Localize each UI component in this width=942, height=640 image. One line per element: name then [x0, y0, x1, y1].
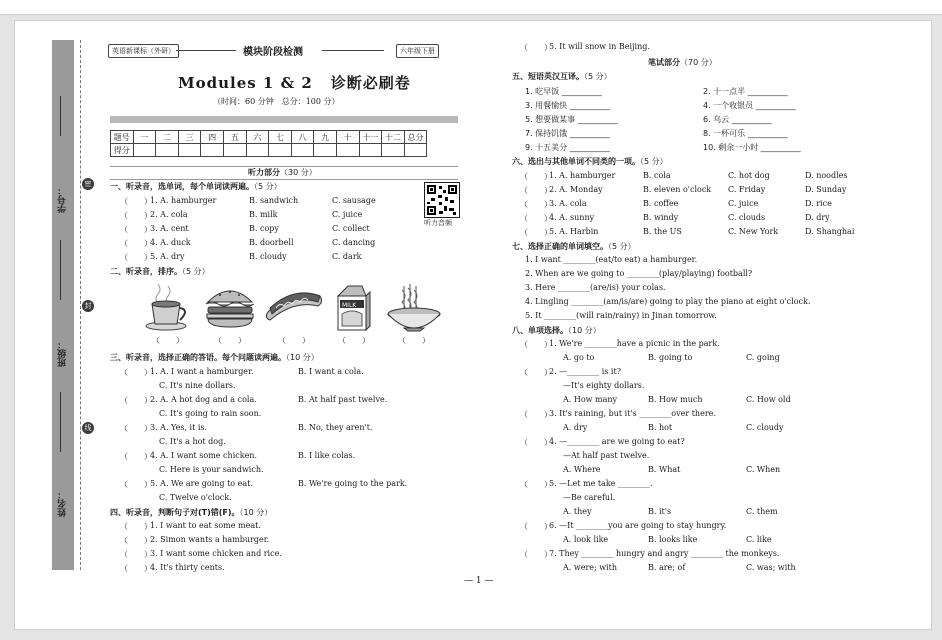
score-head: 四: [201, 131, 224, 144]
s1-option-a: 2. A. cola: [150, 210, 188, 219]
s8-question: 6. —It ________you are going to stay hungry.: [549, 521, 727, 530]
score-cell[interactable]: [223, 144, 246, 157]
s1-bracket[interactable]: （ ）: [120, 225, 152, 234]
score-head: 二: [156, 131, 179, 144]
s6-option-b: B. eleven o'clock: [643, 185, 712, 194]
s4-bracket[interactable]: （ ）: [120, 550, 152, 559]
s5-item: 10. 剩余一小时 __________: [703, 143, 801, 152]
s6-option-d: D. dry: [805, 213, 830, 222]
score-cell[interactable]: [269, 144, 292, 157]
qr-icon: [425, 183, 459, 217]
s8-option-c: C. How old: [746, 395, 791, 404]
s1-option-b: B. copy: [249, 224, 279, 233]
s1-bracket[interactable]: （ ）: [120, 197, 152, 206]
s3-option-c: C. It's nine dollars.: [159, 381, 236, 390]
section-2-title: [110, 266, 210, 277]
s8-option-b: B. hot: [648, 423, 673, 432]
score-head: 六: [246, 131, 269, 144]
s3-bracket[interactable]: （ ）: [120, 368, 152, 377]
s3-option-c: C. It's going to rain soon.: [159, 409, 262, 418]
banner-title: 模块阶段检测: [243, 47, 303, 58]
s8-option-a: A. go to: [563, 353, 595, 362]
s6-option-a: 2. A. Monday: [549, 185, 603, 194]
title-cn: 诊断必刷卷: [330, 74, 411, 92]
s7-item: 4. Lingling ________(am/is/are) going to play the piano at eight o'clock.: [525, 297, 811, 306]
s3-title: 三、听录音，选择正确的答语。每个问题读两遍。: [110, 353, 286, 362]
listening-title-text: 听力部分: [248, 168, 280, 177]
score-head: 三: [178, 131, 201, 144]
s8-option-b: B. How much: [648, 395, 703, 404]
s8-question: 5. —Let me take ________.: [549, 479, 653, 488]
binding-strip: [52, 40, 74, 570]
milk-carton-icon: [332, 282, 372, 332]
s6-option-c: C. New York: [728, 227, 779, 236]
s7-points: （5 分）: [608, 242, 636, 251]
s8-question: 7. They ________ hungry and angry ________ the monkeys.: [549, 549, 780, 558]
s8-option-c: C. cloudy: [746, 423, 784, 432]
s6-option-c: C. clouds: [728, 213, 766, 222]
s8-option-b: B. What: [648, 465, 681, 474]
s6-option-b: B. the US: [643, 227, 682, 236]
s3-bracket[interactable]: （ ）: [120, 480, 152, 489]
section-8-title: [512, 325, 601, 336]
s7-item: 3. Here ________(are/is) your colas.: [525, 283, 666, 292]
score-cell[interactable]: [246, 144, 269, 157]
s8-option-a: A. they: [563, 507, 592, 516]
s6-title: 六、选出与其他单词不同类的一项。: [512, 157, 640, 166]
s8-option-a: A. Where: [563, 465, 601, 474]
s3-option-b: B. No, they aren't.: [298, 423, 373, 432]
score-head: 七: [269, 131, 292, 144]
s5-item: 8. 一杯可乐 __________: [703, 129, 788, 138]
qr-code[interactable]: [424, 182, 460, 218]
title-main: Modules 1 & 2: [178, 74, 313, 92]
banner-rule-left: [176, 50, 236, 51]
score-cell[interactable]: [314, 144, 337, 157]
hamburger-icon: [204, 282, 256, 332]
s8-option-b: B. it's: [648, 507, 672, 516]
coffee-cup-icon: [144, 282, 192, 332]
s8-question: 1. We're ________have a picnic in the park.: [549, 339, 720, 348]
s6-option-d: D. Shanghai: [805, 227, 855, 236]
s5-item: 3. 用餐愉快 __________: [525, 101, 610, 110]
s1-option-b: B. doorbell: [249, 238, 294, 247]
page-number: — 1 —: [464, 576, 494, 586]
s1-option-a: 4. A. duck: [150, 238, 191, 247]
s3-option-b: B. We're going to the park.: [298, 479, 408, 488]
s1-option-c: C. dark: [332, 252, 362, 261]
banner-rule-right: [322, 50, 384, 51]
s7-title: 七、选择正确的单词填空。: [512, 242, 608, 251]
section-4-title: [110, 507, 272, 518]
s3-option-a: 2. A. A hot dog and a cola.: [150, 395, 257, 404]
s4-statement: 4. It's thirty cents.: [150, 563, 225, 572]
section-6-title: [512, 156, 668, 167]
score-head: 九: [314, 131, 337, 144]
s1-option-b: B. cloudy: [249, 252, 287, 261]
s8-question: 2. —________ is it?: [549, 367, 621, 376]
score-cell[interactable]: [133, 144, 156, 157]
score-head: 五: [223, 131, 246, 144]
s4-bracket[interactable]: （ ）: [520, 43, 552, 52]
score-head: 一: [133, 131, 156, 144]
s4-statement: 2. Simon wants a hamburger.: [150, 535, 270, 544]
s6-option-d: D. Sunday: [805, 185, 847, 194]
s3-option-c: C. Twelve o'clock.: [159, 493, 232, 502]
noodles-icon: [384, 282, 444, 332]
seal-line: [80, 40, 81, 570]
s3-bracket[interactable]: （ ）: [120, 424, 152, 433]
s6-bracket[interactable]: （ ）: [520, 186, 552, 195]
s6-option-a: 4. A. sunny: [549, 213, 595, 222]
seal-mark-mi: 密: [82, 178, 94, 190]
section-5-title: [512, 71, 612, 82]
s5-item: 2. 十一点半 __________: [703, 87, 788, 96]
s7-item: 1. I want ________(eat/to eat) a hamburger.: [525, 255, 698, 264]
s4-points: （10 分）: [239, 508, 273, 517]
s8-option-a: A. dry: [563, 423, 588, 432]
s8-option-c: C. like: [746, 535, 772, 544]
s1-points: （5 分）: [254, 182, 282, 191]
s3-bracket[interactable]: （ ）: [120, 452, 152, 461]
s1-option-a: 1. A. hamburger: [150, 196, 217, 205]
s8-question: 4. —________ are we going to eat?: [549, 437, 685, 446]
s8-option-c: C. When: [746, 465, 781, 474]
s5-item: 7. 保持饥饿 __________: [525, 129, 610, 138]
qr-label: 听力音频: [424, 219, 452, 227]
section-3-title: [110, 352, 319, 363]
s8-option-a: A. look like: [563, 535, 609, 544]
s2-points: （5 分）: [182, 267, 210, 276]
s6-option-a: 1. A. hamburger: [549, 171, 616, 180]
s2-bracket[interactable]: （ ）: [398, 336, 430, 345]
class-label: 班级：: [58, 340, 68, 367]
s8-bracket[interactable]: （ ）: [520, 550, 552, 559]
s8-option-c: C. them: [746, 507, 778, 516]
score-head: 八: [291, 131, 314, 144]
s8-title: 八、单项选择。: [512, 326, 568, 335]
s6-bracket[interactable]: （ ）: [520, 200, 552, 209]
s8-option-c: C. was; with: [746, 563, 796, 572]
s1-bracket[interactable]: （ ）: [120, 211, 152, 220]
s3-option-a: 4. A. I want some chicken.: [150, 451, 258, 460]
s5-item: 5. 想要做某事 __________: [525, 115, 618, 124]
s7-item: 2. When are we going to ________(play/playing) football?: [525, 269, 753, 278]
score-cell[interactable]: [291, 144, 314, 157]
s6-option-d: D. rice: [805, 199, 832, 208]
s6-option-a: 5. A. Harbin: [549, 227, 599, 236]
listening-points: （30 分）: [280, 168, 317, 177]
s2-title: 二、听录音，排序。: [110, 267, 182, 276]
s1-option-a: 3. A. cent: [150, 224, 189, 233]
grade-tag: 六年级下册: [396, 44, 439, 58]
s4-statement: 1. I want to eat some meat.: [150, 521, 261, 530]
exam-meta: （时间：60 分钟 总分：100 分）: [213, 97, 340, 106]
s8-option-c: C. going: [746, 353, 780, 362]
s8-bracket[interactable]: （ ）: [520, 522, 552, 531]
s5-item: 6. 乌云 __________: [703, 115, 772, 124]
score-cell[interactable]: [336, 144, 359, 157]
s2-bracket[interactable]: （ ）: [278, 336, 310, 345]
s3-option-c: C. Here is your sandwich.: [159, 465, 264, 474]
s4-bracket[interactable]: （ ）: [120, 522, 152, 531]
s8-bracket[interactable]: （ ）: [520, 410, 552, 419]
written-points: （70 分）: [680, 58, 717, 67]
s6-bracket[interactable]: （ ）: [520, 214, 552, 223]
s7-item: 5. It ________(will rain/rainy) in Jinan tomorrow.: [525, 311, 717, 320]
s4-statement: 3. I want some chicken and rice.: [150, 549, 282, 558]
s1-option-c: C. juice: [332, 210, 363, 219]
exam-title: [178, 72, 411, 93]
score-head: 总分: [404, 131, 427, 144]
s8-answer-line: —Be careful.: [563, 493, 616, 502]
s4-bracket[interactable]: （ ）: [120, 536, 152, 545]
s8-option-a: A. How many: [563, 395, 618, 404]
s8-bracket[interactable]: （ ）: [520, 368, 552, 377]
s6-bracket[interactable]: （ ）: [520, 172, 552, 181]
s5-item: 4. 一个收银员 __________: [703, 101, 796, 110]
score-cell[interactable]: [359, 144, 382, 157]
listening-title: [248, 167, 317, 178]
s3-option-a: 5. A. We are going to eat.: [150, 479, 253, 488]
s6-option-d: D. noodles: [805, 171, 848, 180]
written-title-text: 笔试部分: [648, 58, 680, 67]
score-head: 十二: [382, 131, 405, 144]
s8-answer-line: —At half past twelve.: [563, 451, 650, 460]
s3-option-a: 1. A. I want a hamburger.: [150, 367, 254, 376]
s8-bracket[interactable]: （ ）: [520, 438, 552, 447]
s8-bracket[interactable]: （ ）: [520, 480, 552, 489]
s2-bracket[interactable]: （ ）: [338, 336, 370, 345]
score-cell[interactable]: [382, 144, 405, 157]
s1-option-b: B. milk: [249, 210, 278, 219]
s3-option-c: C. It's a hot dog.: [159, 437, 226, 446]
class-write-line: [60, 240, 61, 300]
s3-option-b: B. I want a cola.: [298, 367, 364, 376]
written-title: [648, 57, 717, 68]
s2-bracket[interactable]: （ ）: [214, 336, 246, 345]
s8-option-a: A. were; with: [563, 563, 618, 572]
s8-bracket[interactable]: （ ）: [520, 340, 552, 349]
section-1-title: [110, 181, 282, 192]
s1-bracket[interactable]: （ ）: [120, 253, 152, 262]
s1-option-c: C. sausage: [332, 196, 376, 205]
s6-bracket[interactable]: （ ）: [520, 228, 552, 237]
s4-bracket[interactable]: （ ）: [120, 564, 152, 573]
s3-option-a: 3. A. Yes, it is.: [150, 423, 208, 432]
curriculum-tag: 英语新课标（外研）: [108, 44, 179, 58]
section-7-title: [512, 241, 636, 252]
score-head: 十一: [359, 131, 382, 144]
s5-title: 五、短语英汉互译。: [512, 72, 584, 81]
s3-option-b: B. At half past twelve.: [298, 395, 388, 404]
s1-option-c: C. dancing: [332, 238, 376, 247]
id-write-line: [60, 96, 61, 136]
score-cell[interactable]: [156, 144, 179, 157]
s8-option-b: B. looks like: [648, 535, 698, 544]
s6-option-b: B. cola: [643, 171, 671, 180]
seal-mark-xian: 线: [82, 422, 94, 434]
s8-answer-line: —It's eighty dollars.: [563, 381, 645, 390]
student-id-label: 学号：: [58, 186, 68, 213]
s1-option-b: B. sandwich: [249, 196, 299, 205]
name-write-line: [60, 392, 61, 452]
s5-item: 9. 十五美分 __________: [525, 143, 610, 152]
s1-option-a: 5. A. dry: [150, 252, 185, 261]
s1-bracket[interactable]: （ ）: [120, 239, 152, 248]
s6-option-b: B. coffee: [643, 199, 679, 208]
s6-option-c: C. hot dog: [728, 171, 770, 180]
s6-option-a: 3. A. cola: [549, 199, 587, 208]
score-table: [110, 130, 427, 157]
s6-points: （5 分）: [640, 157, 668, 166]
score-cell[interactable]: [178, 144, 201, 157]
s2-bracket[interactable]: （ ）: [152, 336, 184, 345]
score-cell[interactable]: [404, 144, 427, 157]
s8-points: （10 分）: [568, 326, 601, 335]
s1-title: 一、听录音，选单词，每个单词读两遍。: [110, 182, 254, 191]
s3-bracket[interactable]: （ ）: [120, 396, 152, 405]
score-label: 得分: [111, 144, 134, 157]
divider-bar: [110, 116, 458, 123]
top-strip: [0, 0, 942, 15]
s1-option-c: C. collect: [332, 224, 370, 233]
s4-statement: 5. It will snow in Beijing.: [549, 42, 650, 51]
s3-points: （10 分）: [286, 353, 319, 362]
hot-dog-icon: [264, 282, 324, 332]
s6-option-c: C. juice: [728, 199, 759, 208]
name-label: 姓名：: [58, 490, 68, 517]
score-head: 十: [336, 131, 359, 144]
s8-option-b: B. going to: [648, 353, 693, 362]
s5-points: （5 分）: [584, 72, 612, 81]
score-head: 题号: [111, 131, 134, 144]
s3-option-b: B. I like colas.: [298, 451, 356, 460]
milk-label: MILK: [342, 302, 357, 309]
s8-option-b: B. are; of: [648, 563, 686, 572]
s4-title: 四、听录音，判断句子对(T)错(F)。: [110, 508, 240, 517]
s6-option-c: C. Friday: [728, 185, 766, 194]
seal-mark-feng: 封: [82, 300, 94, 312]
score-cell[interactable]: [201, 144, 224, 157]
s5-item: 1. 吃早饭 __________: [525, 87, 602, 96]
s8-question: 3. It's raining, but it's ________over there.: [549, 409, 716, 418]
s6-option-b: B. windy: [643, 213, 679, 222]
